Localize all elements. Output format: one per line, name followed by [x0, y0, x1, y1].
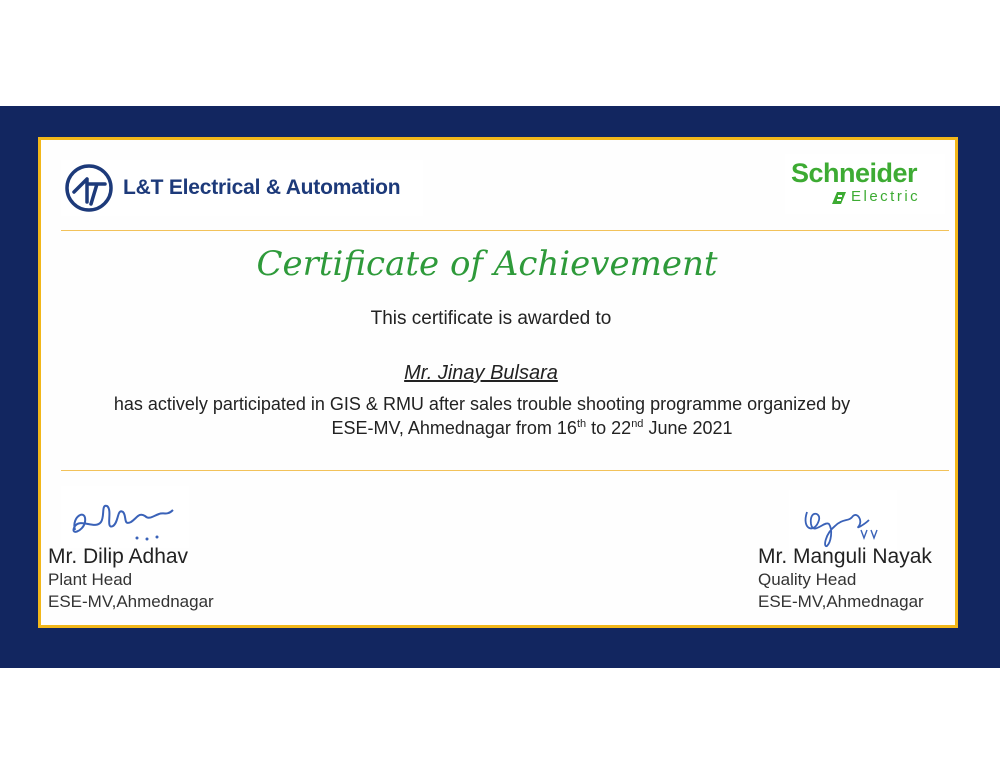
signatory-role: Quality Head	[758, 570, 857, 589]
schneider-logo	[785, 154, 945, 214]
top-divider	[61, 230, 949, 231]
recipient-name: Mr. Jinay Bulsara	[404, 362, 558, 384]
signatory-name: Mr. Dilip Adhav	[48, 545, 189, 568]
signature-right	[789, 490, 897, 552]
body-line-2-suffix: June 2021	[643, 418, 733, 438]
certificate-card	[38, 137, 958, 628]
lt-logo-icon	[63, 162, 115, 214]
body-line-2-mid: to 22	[586, 418, 632, 438]
lt-logo	[61, 160, 423, 216]
lt-logo-text: L&T Electrical & Automation	[123, 176, 401, 199]
schneider-logo-sub: Electric	[851, 188, 921, 205]
body-line-1: has actively participated in GIS & RMU after sales trouble shooting programme organized by	[113, 394, 851, 414]
signatory-right	[758, 545, 932, 613]
signatory-role: Plant Head	[48, 570, 133, 589]
certificate-title: Certificate of Achievement	[256, 244, 718, 284]
body-line-2	[75, 418, 989, 439]
schneider-icon	[829, 188, 849, 208]
schneider-logo-name: Schneider	[791, 158, 918, 188]
bottom-divider	[61, 470, 949, 471]
signatory-dept: ESE-MV,Ahmednagar	[758, 592, 924, 611]
signatory-dept: ESE-MV,Ahmednagar	[48, 592, 214, 611]
awarded-to-text: This certificate is awarded to	[370, 308, 612, 329]
body-line-2-sup1: th	[576, 418, 587, 430]
signature-left	[61, 486, 189, 548]
signatory-left	[48, 545, 214, 613]
body-line-2-sup2: nd	[631, 418, 644, 430]
body-line-2-prefix: ESE-MV, Ahmednagar from 16	[331, 418, 577, 438]
signatory-name: Mr. Manguli Nayak	[758, 545, 932, 568]
